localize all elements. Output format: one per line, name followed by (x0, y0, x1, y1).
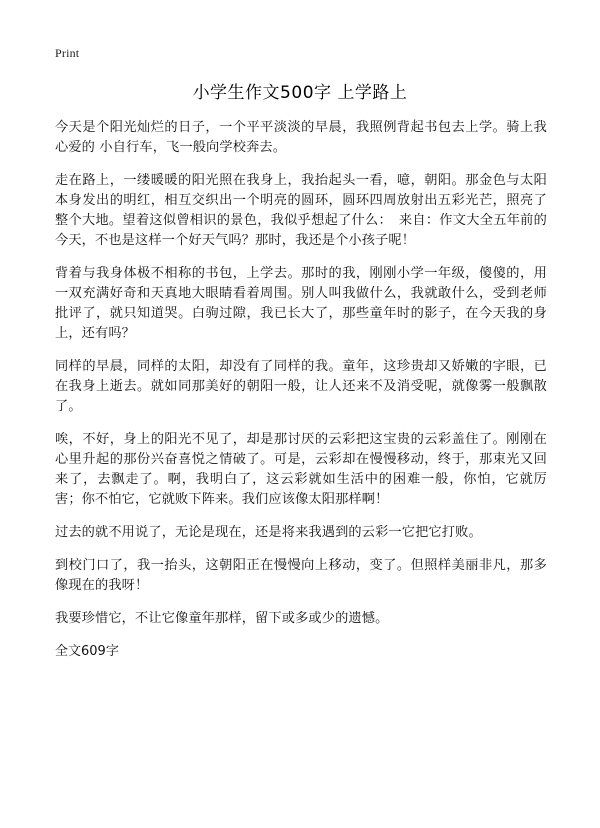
article-paragraph: 走在路上，一缕暖暖的阳光照在我身上，我抬起头一看，噫，朝阳。那金色与太阳本身发出的明红，相互交织出一个明亮的圆环，圆环四周放射出五彩光芒，照亮了整个大地。望着这似曾相识的景色，我似乎想起了什么： 来自：作文大全五年前的今天，不也是这样一个好天气吗？那时，我还是个小孩子呢！ (55, 173, 547, 248)
print-link[interactable]: Print (55, 46, 80, 60)
article-paragraph: 背着与我身体极不相称的书包，上学去。那时的我，刚刚小学一年级，傻傻的，用一双充满好奇和天真地大眼睛看着周围。别人叫我做什么，我就敢什么，受到老师批评了，就只知道哭。白驹过隙，我已长大了，那些童年时的影子，在今天我的身上，还有吗？ (55, 266, 547, 341)
article-paragraph: 过去的就不用说了，无论是现在，还是将来我遇到的云彩一它把它打败。 (55, 525, 482, 540)
article-paragraph: 同样的早晨，同样的太阳，却没有了同样的我。童年，这珍贵却又娇嫩的字眼，已在我身上逝去。就如同那美好的朝阳一般，让人还来不及消受呢，就像雾一般飘散了。 (55, 359, 547, 414)
article-title: 小学生作文500字 上学路上 (192, 83, 408, 103)
article-paragraph: 我要珍惜它，不让它像童年那样，留下或多或少的遗憾。 (55, 611, 389, 626)
article-body (55, 118, 547, 662)
word-count: 全文609字 (55, 644, 119, 659)
article-paragraph: 到校门口了，我一抬头，这朝阳正在慢慢向上移动，变了。但照样美丽非凡，那多像现在的我呀！ (55, 558, 547, 593)
article-paragraph: 今天是个阳光灿烂的日子，一个平平淡淡的早晨，我照例背起书包去上学。骑上我心爱的 小自行车，飞一般向学校奔去。 (55, 120, 547, 155)
article-paragraph: 唉，不好，身上的阳光不见了，却是那讨厌的云彩把这宝贵的云彩盖住了。刚刚在心里升起的那份兴奋喜悦之情破了。可是，云彩却在慢慢移动，终于，那束光又回来了，去飘走了。啊，我明白了，这云彩就如生活中的困难一般，你怕，它就厉害；你不怕它，它就败下阵来。我们应该像太阳那样啊！ (55, 432, 547, 507)
